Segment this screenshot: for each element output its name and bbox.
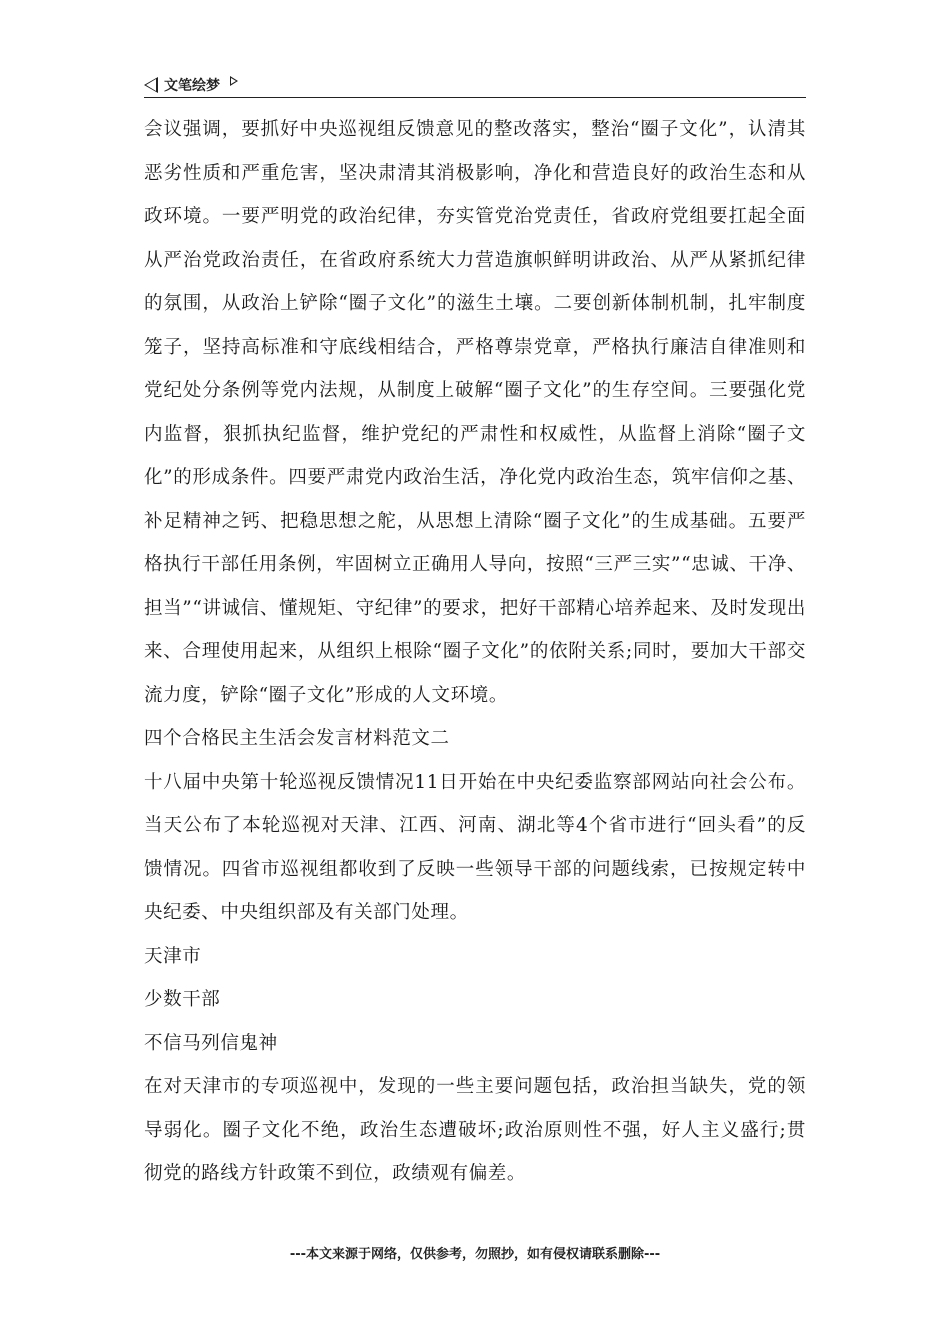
section-heading-sample-two: 四个合格民主生活会发言材料范文二 <box>144 728 450 749</box>
triangle-right-icon <box>230 76 238 86</box>
header-brand <box>144 75 238 95</box>
paragraph-tianjin-problems: 在对天津市的专项巡视中，发现的一些主要问题包括，政治担当缺失，党的领导弱化。圈子文化不绝，政治生态遭破坏;政治原则性不强，好人主义盛行;贯彻党的路线方针政策不到位，政绩观有偏差。 <box>144 1076 806 1184</box>
triangle-left-icon <box>144 77 158 93</box>
subheading-tianjin: 天津市 <box>144 945 202 967</box>
document-body <box>144 108 806 1196</box>
subheading-belief: 不信马列信鬼神 <box>144 1032 278 1054</box>
paragraph-inspection-feedback: 十八届中央第十轮巡视反馈情况11日开始在中央纪委监察部网站向社会公布。当天公布了本轮巡视对天津、江西、河南、湖北等4个省市进行“回头看”的反馈情况。四省市巡视组都收到了反映一些领导干部的问题线索，已按规定转中央纪委、中央组织部及有关部门处理。 <box>144 771 806 923</box>
subheading-few-cadres: 少数干部 <box>144 989 221 1010</box>
page-footer-disclaimer: ---本文来源于网络，仅供参考，勿照抄，如有侵权请联系删除--- <box>289 1247 661 1262</box>
page-header <box>144 72 806 98</box>
paragraph-meeting-emphasis: 会议强调，要抓好中央巡视组反馈意见的整改落实，整治“圈子文化”，认清其恶劣性质和严重危害，坚决肃清其消极影响，净化和营造良好的政治生态和从政环境。一要严明党的政治纪律，夯实管党治党责任，省政府党组要扛起全面从严治党政治责任，在省政府系统大力营造旗帜鲜明讲政治、从严从紧抓纪律的氛围，从政治上铲除“圈子文化”的滋生土壤。二要创新体制机制，扎牢制度笼子，坚持高标准和守底线相结合，严格尊崇党章，严格执行廉洁自律准则和党纪处分条例等党内法规，从制度上破解“圈子文化”的生存空间。三要强化党内监督，狠抓执纪监督，维护党纪的严肃性和权威性，从监督上消除“圈子文化”的形成条件。四要严肃党内政治生活，净化党内政治生态，筑牢信仰之基、补足精神之钙、把稳思想之舵，从思想上清除“圈子文化”的生成基础。五要严格执行干部任用条例，牢固树立正确用人导向，按照“三严三实”“忠诚、干净、担当”“讲诚信、懂规矩、守纪律”的要求，把好干部精心培养起来、及时发现出来、合理使用起来，从组织上根除“圈子文化”的依附关系;同时，要加大干部交流力度，铲除“圈子文化”形成的人文环境。 <box>144 119 806 706</box>
header-title: 文笔绘梦 <box>164 78 220 94</box>
